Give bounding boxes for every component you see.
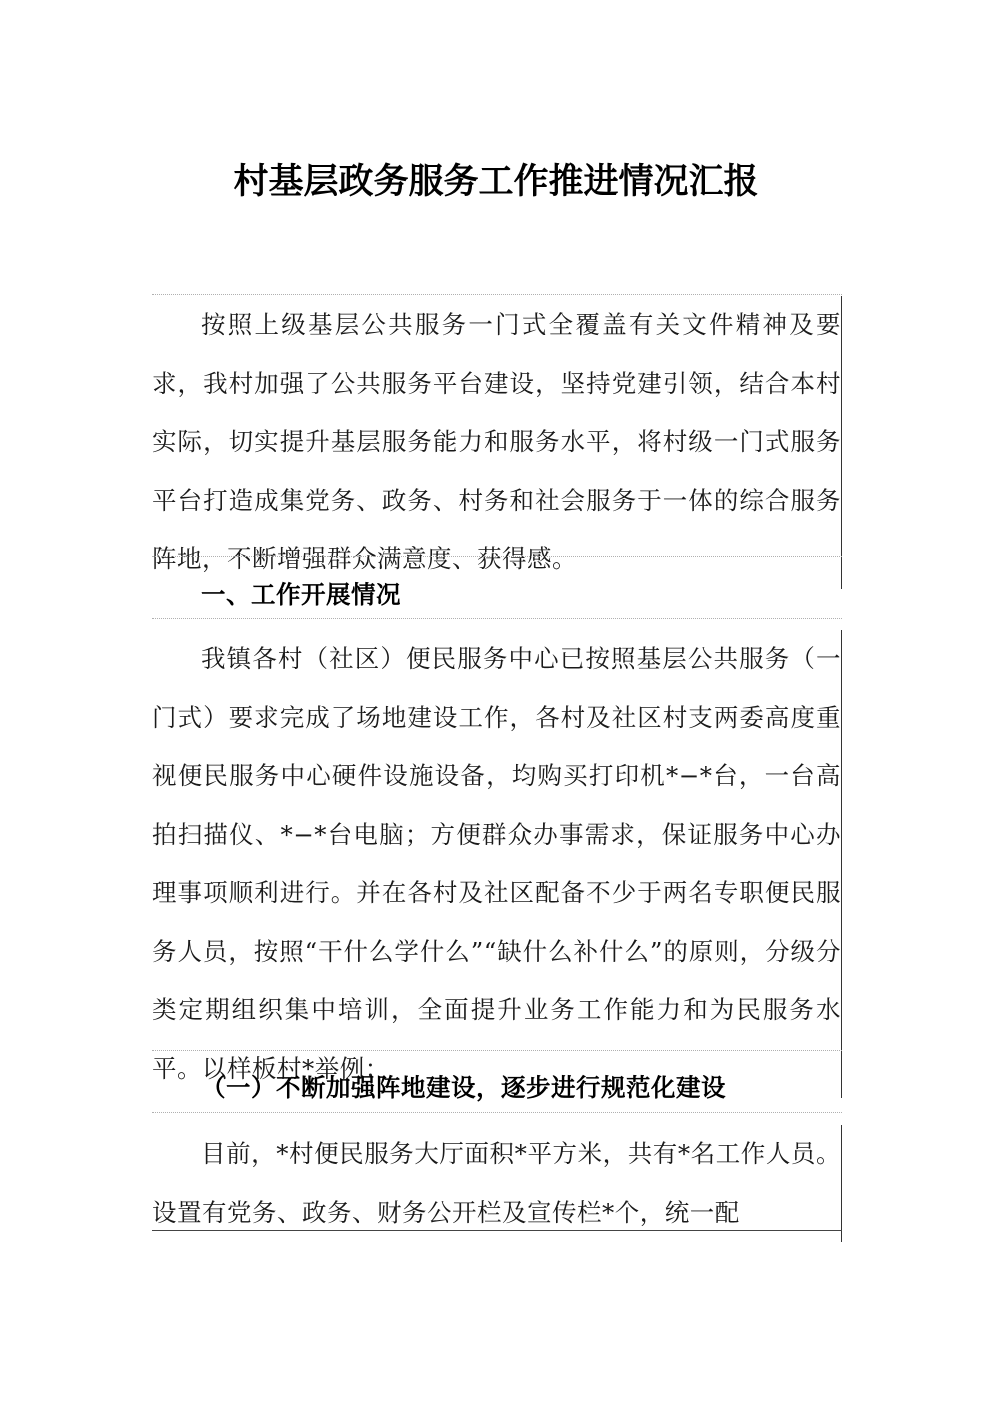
paragraph-divider [152,618,842,619]
intro-paragraph: 按照上级基层公共服务一门式全覆盖有关文件精神及要求，我村加强了公共服务平台建设，坚持党建引领，结合本村实际，切实提升基层服务能力和服务水平，将村级一门式服务平台打造成集党务、政务、村务和社会服务于一体的综合服务阵地，不断增强群众满意度、获得感。 [152,296,842,589]
section1-heading-block [152,566,842,625]
section1-body-block [152,630,842,1098]
subsection-paragraph: 目前，*村便民服务大厅面积*平方米，共有*名工作人员。设置有党务、政务、财务公开栏及宣传栏*个，统一配 [152,1125,842,1242]
paragraph-divider [152,556,842,557]
section-heading: 一、工作开展情况 [201,580,401,609]
subsection1-heading-block [152,1059,842,1118]
document-title: 村基层政务服务工作推进情况汇报 [233,161,759,202]
subsection-heading: （一）不断加强阵地建设，逐步进行规范化建设 [201,1073,726,1102]
subsection1-body-block [152,1125,842,1242]
paragraph-divider [152,1112,842,1113]
page-bottom-rule [152,1230,842,1231]
paragraph-divider [152,1050,842,1051]
intro-block [152,296,842,589]
paragraph-divider [152,294,842,295]
section-paragraph: 我镇各村（社区）便民服务中心已按照基层公共服务（一门式）要求完成了场地建设工作，各村及社区村支两委高度重视便民服务中心硬件设施设备，均购买打印机*−*台，一台高拍扫描仪、*−*台电脑；方便群众办事需求，保证服务中心办理事项顺利进行。并在各村及社区配备不少于两名专职便民服务人员，按照“干什么学什么”“缺什么补什么”的原则，分级分类定期组织集中培训，全面提升业务工作能力和为民服务水平。以样板村*举例： [152,630,842,1098]
